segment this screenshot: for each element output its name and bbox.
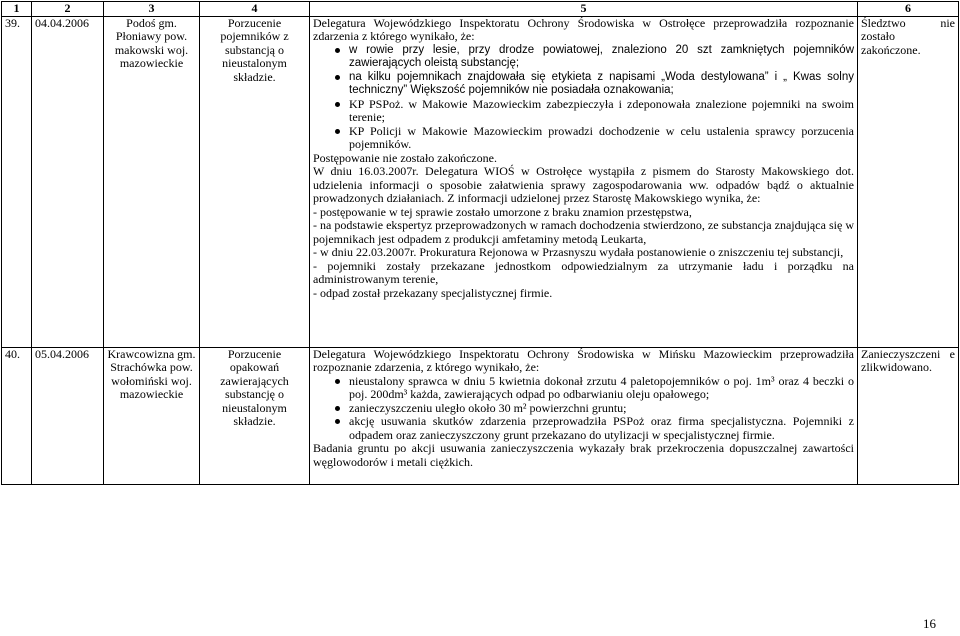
incident-date: 05.04.2006 [32,347,104,484]
description-paragraph: W dniu 16.03.2007r. Delegatura WIOŚ w Ostrołęce wystąpiła z pismem do Starosty Makowskiego dot. udzielenia informacji o sposobie załatwienia sprawy zagospodarowania ww. odpadów bądź o aktualnie prowadzonych działaniach. Z informacji udzielonej przez Starostę Makowskiego wynika, że: [313,164,854,205]
page-number: 16 [923,616,936,631]
list-item: akcję usuwania skutków zdarzenia przeprowadziła PSPoż oraz firma specjalistyczna. Pojemniki z odpadem oraz zanieczyszczony grunt przekazano do utylizacji w specjalistycznej firmie. [313,415,854,442]
list-item: nieustalony sprawca w dniu 5 kwietnia dokonał zrzutu 4 paletopojemników o poj. 1m³ oraz 4 beczki o poj. 200dm³ każda, zawierających odpad po odbarwianiu oleju opałowego; [313,375,854,402]
column-number-2: 2 [32,2,104,17]
case-status: Śledztwo nie zostało zakończone. [858,16,959,347]
description-paragraph: - odpad został przekazany specjalistycznej firmie. [313,285,553,300]
list-item: zanieczyszczeniu uległo około 30 m² powierzchni gruntu; [313,402,854,416]
description-bullets [313,375,854,443]
incident-type: Porzucenie pojemników z substancją o nieustalonym składzie. [200,16,310,347]
column-number-6: 6 [858,2,959,17]
description-paragraph: Postępowanie nie zostało zakończone. [313,150,497,165]
description-paragraph: Badania gruntu po akcji usuwania zanieczyszczenia wykazały brak przekroczenia dopuszczalnej zawartości węglowodorów i metali ciężkich. [313,441,854,469]
row-number: 40. [2,347,32,484]
description-intro: Delegatura Wojewódzkiego Inspektoratu Ochrony Środowiska w Ostrołęce przeprowadziła rozpoznanie zdarzenia z którego wynikało, że: [313,15,854,43]
incident-type: Porzucenie opakowań zawierających substancję o nieustalonym składzie. [200,347,310,484]
incident-date: 04.04.2006 [32,16,104,347]
table-row [2,347,959,484]
incident-description [310,347,858,484]
incident-description [310,16,858,347]
column-number-4: 4 [200,2,310,17]
incident-location: Podoś gm. Płoniawy pow. makowski woj. mazowieckie [104,16,200,347]
description-intro: Delegatura Wojewódzkiego Inspektoratu Ochrony Środowiska w Mińsku Mazowieckim przeprowadziła rozpoznanie zdarzenia, z którego wynikało, że: [313,346,854,374]
list-item: na kilku pojemnikach znajdowała się etykieta z napisami „Woda destylowana” i „ Kwas solny techniczny” Większość pojemników nie posiadała oznakowania; [313,71,854,98]
description-paragraph: - w dniu 22.03.2007r. Prokuratura Rejonowa w Przasnyszu wydała postanowienie o zniszczeniu tej substancji, [313,245,844,259]
incident-table [1,1,959,485]
description-paragraph: - pojemniki zostały przekazane jednostkom odpowiedzialnym za utrzymanie ładu i porządku na administrowanym terenie, [313,258,854,286]
column-number-1: 1 [2,2,32,17]
description-paragraph: - na podstawie ekspertyz przeprowadzonych w ramach dochodzenia stwierdzono, ze substancja znajdująca się w pojemnikach jest odpadem z produkcji amfetaminy metodą Leukarta, [313,218,854,246]
column-number-header-row [2,2,959,17]
column-number-3: 3 [104,2,200,17]
list-item: w rowie przy lesie, przy drodze powiatowej, znaleziono 20 szt zamkniętych pojemników zawierających oleistą substancję; [313,44,854,71]
case-status: Zanieczyszczeni e zlikwidowano. [858,347,959,484]
incident-location: Krawcowizna gm. Strachówka pow. wołomiński woj. mazowieckie [104,347,200,484]
description-bullets [313,44,854,152]
row-number: 39. [2,16,32,347]
list-item: KP Policji w Makowie Mazowieckim prowadzi dochodzenie w celu ustalenia sprawcy porzucenia pojemników. [313,125,854,152]
table-row [2,16,959,347]
description-paragraph: - postępowanie w tej sprawie zostało umorzone z braku znamion przestępstwa, [313,204,692,219]
column-number-5: 5 [310,2,858,17]
list-item: KP PSPoż. w Makowie Mazowieckim zabezpieczyła i zdeponowała znalezione pojemniki na swoim terenie; [313,98,854,125]
